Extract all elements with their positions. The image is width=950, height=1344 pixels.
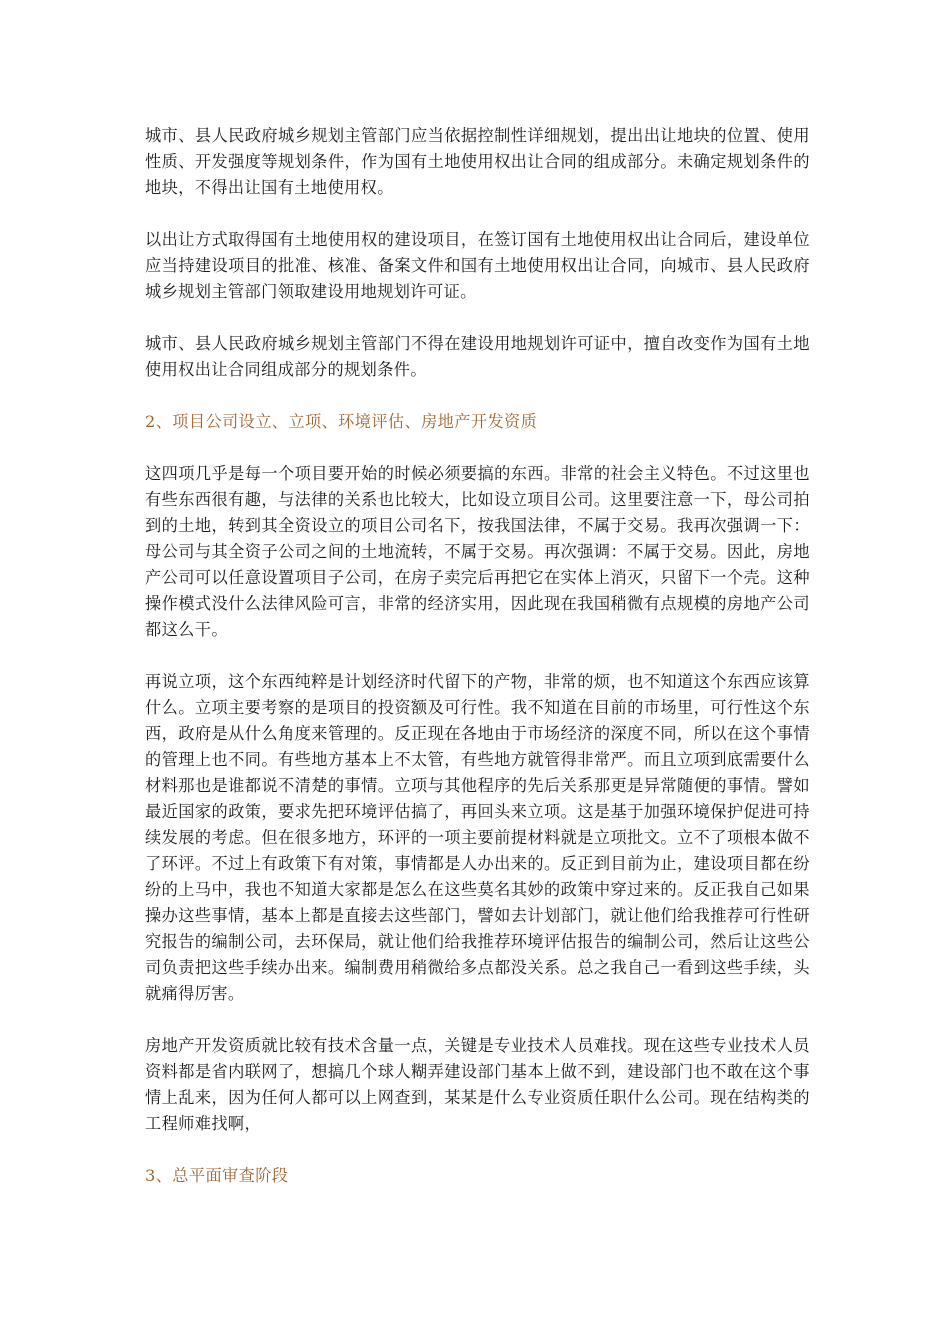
document-page [145, 123, 810, 1215]
section-heading-2: 2、项目公司设立、立项、环境评估、房地产开发资质 [145, 412, 538, 431]
paragraph-planning-conditions: 城市、县人民政府城乡规划主管部门应当依据控制性详细规划，提出出让地块的位置、使用性质、开发强度等规划条件，作为国有土地使用权出让合同的组成部分。未确定规划条件的地块，不得出让国有土地使用权。 [145, 126, 810, 197]
paragraph-project-approval: 再说立项，这个东西纯粹是计划经济时代留下的产物，非常的烦，也不知道这个东西应该算什么。立项主要考察的是项目的投资额及可行性。我不知道在目前的市场里，可行性这个东西，政府是从什么角度来管理的。反正现在各地由于市场经济的深度不同，所以在这个事情的管理上也不同。有些地方基本上不太管，有些地方就管得非常严。而且立项到底需要什么材料那也是谁都说不清楚的事情。立项与其他程序的先后关系那更是异常随便的事情。譬如最近国家的政策，要求先把环境评估搞了，再回头来立项。这是基于加强环境保护促进可持续发展的考虑。但在很多地方，环评的一项主要前提材料就是立项批文。立不了项根本做不了环评。不过上有政策下有对策，事情都是人办出来的。反正到目前为止，建设项目都在纷纷的上马中，我也不知道大家都是怎么在这些莫名其妙的政策中穿过来的。反正我自己如果操办这些事情，基本上都是直接去这些部门，譬如去计划部门，就让他们给我推荐可行性研究报告的编制公司，去环保局，就让他们给我推荐环境评估报告的编制公司，然后让这些公司负责把这些手续办出来。编制费用稍微给多点都没关系。总之我自己一看到这些手续，头就痛得厉害。 [145, 672, 810, 1003]
paragraph-no-change-conditions: 城市、县人民政府城乡规划主管部门不得在建设用地规划许可证中，擅自改变作为国有土地使用权出让合同组成部分的规划条件。 [145, 334, 810, 379]
paragraph-development-qualification: 房地产开发资质就比较有技术含量一点，关键是专业技术人员难找。现在这些专业技术人员资料都是省内联网了，想搞几个球人糊弄建设部门基本上做不到，建设部门也不敢在这个事情上乱来，因为任何人都可以上网查到，某某是什么专业资质任职什么公司。现在结构类的工程师难找啊， [145, 1036, 810, 1133]
paragraph-land-use-permit: 以出让方式取得国有土地使用权的建设项目，在签订国有土地使用权出让合同后，建设单位应当持建设项目的批准、核准、备案文件和国有土地使用权出让合同，向城市、县人民政府城乡规划主管部门领取建设用地规划许可证。 [145, 230, 810, 301]
section-heading-3: 3、总平面审查阶段 [145, 1166, 289, 1185]
paragraph-project-company: 这四项几乎是每一个项目要开始的时候必须要搞的东西。非常的社会主义特色。不过这里也有些东西很有趣，与法律的关系也比较大，比如设立项目公司。这里要注意一下，母公司拍到的土地，转到其全资设立的项目公司名下，按我国法律，不属于交易。我再次强调一下：母公司与其全资子公司之间的土地流转，不属于交易。再次强调：不属于交易。因此，房地产公司可以任意设置项目子公司，在房子卖完后再把它在实体上消灭，只留下一个壳。这种操作模式没什么法律风险可言，非常的经济实用，因此现在我国稍微有点规模的房地产公司都这么干。 [145, 464, 810, 639]
